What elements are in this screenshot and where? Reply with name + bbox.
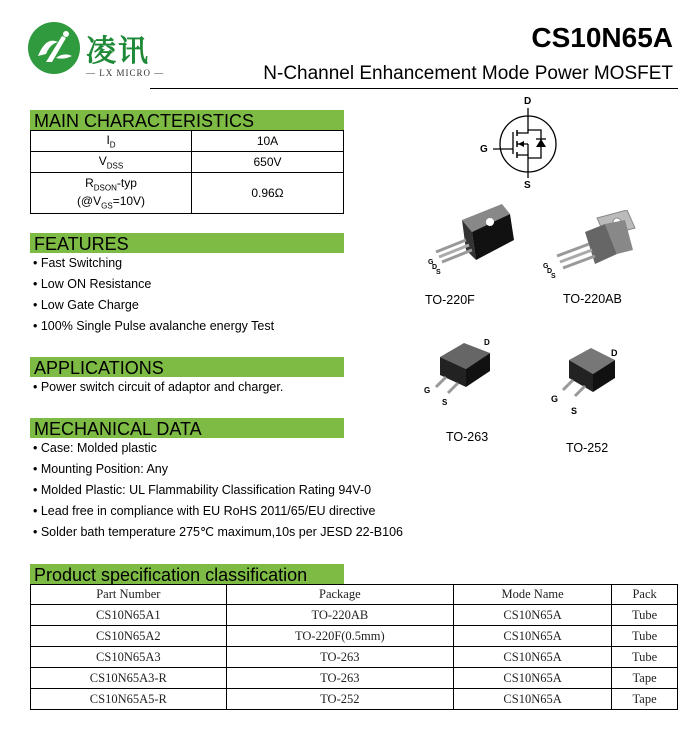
svg-text:S: S	[442, 398, 448, 407]
column-header: Mode Name	[453, 585, 611, 605]
table-cell: TO-220F(0.5mm)	[226, 626, 453, 647]
main-characteristics-table	[30, 130, 344, 214]
features-list	[33, 253, 274, 337]
drain-label: D	[524, 96, 532, 107]
applications-list	[33, 377, 283, 398]
svg-text:S: S	[571, 406, 578, 416]
to220f-package-icon	[420, 200, 520, 280]
brand-name-cn: 凌讯	[86, 34, 150, 69]
source-label: S	[524, 180, 531, 191]
svg-text:D: D	[611, 348, 618, 358]
section-header-product-spec: Product specification classification	[30, 564, 344, 584]
mechanical-list	[33, 438, 403, 543]
table-cell: CS10N65A2	[31, 626, 227, 647]
part-number-title: CS10N65A	[531, 22, 673, 53]
title-divider	[150, 88, 678, 89]
table-cell: CS10N65A3	[31, 647, 227, 668]
brand-name-en: — LX MICRO —	[86, 68, 165, 78]
table-cell: CS10N65A5-R	[31, 689, 227, 710]
svg-text:G: G	[543, 263, 549, 270]
table-cell: CS10N65A	[453, 647, 611, 668]
table-cell: CS10N65A3-R	[31, 668, 227, 689]
table-cell: TO-252	[226, 689, 453, 710]
list-item: • Case: Molded plastic	[33, 441, 157, 455]
svg-text:S: S	[436, 269, 441, 276]
mosfet-symbol-icon	[475, 92, 585, 192]
table-cell: CS10N65A	[453, 668, 611, 689]
table-row	[31, 131, 344, 152]
list-item: • Molded Plastic: UL Flammability Classification Rating 94V-0	[33, 483, 372, 497]
svg-text:D: D	[432, 264, 438, 271]
table-cell: TO-220AB	[226, 605, 453, 626]
table-cell: CS10N65A	[453, 626, 611, 647]
column-header: Package	[226, 585, 453, 605]
list-item: • Power switch circuit of adaptor and charger.	[33, 380, 284, 394]
svg-text:G: G	[428, 259, 434, 266]
table-row	[31, 647, 678, 668]
package-label-to263: TO-263	[446, 430, 489, 444]
param-cell: $I_D$	[31, 131, 192, 152]
table-cell: TO-263	[226, 647, 453, 668]
table-cell: TO-263	[226, 668, 453, 689]
table-cell: CS10N65A	[453, 605, 611, 626]
table-cell: CS10N65A	[453, 689, 611, 710]
value-cell: 0.96Ω	[192, 173, 344, 214]
list-item: • Mounting Position: Any	[33, 462, 169, 476]
company-logo	[28, 22, 80, 74]
table-cell: Tape	[612, 668, 678, 689]
list-item: • 100% Single Pulse avalanche energy Test	[33, 319, 275, 333]
table-row	[31, 152, 344, 173]
svg-text:D: D	[484, 338, 490, 347]
section-header-features: FEATURES	[30, 233, 344, 253]
to263-package-icon	[420, 335, 510, 415]
to220ab-package-icon	[535, 210, 645, 285]
list-item: • Solder bath temperature 275℃ maximum,10s per JESD 22-B106	[33, 525, 403, 539]
svg-text:G: G	[551, 394, 559, 404]
table-row	[31, 689, 678, 710]
list-item: • Lead free in compliance with EU RoHS 2011/65/EU directive	[33, 504, 376, 518]
list-item: • Low Gate Charge	[33, 298, 139, 312]
value-cell: 10A	[192, 131, 344, 152]
param-cell: $V_{DSS}$	[31, 152, 192, 173]
table-row	[31, 626, 678, 647]
param-cell: $R_{DSON}$-typ $(@V_{GS}=10V)$	[31, 173, 192, 214]
product-spec-table	[30, 584, 678, 710]
svg-text:S: S	[551, 273, 556, 280]
section-header-applications: APPLICATIONS	[30, 357, 344, 377]
table-header-row	[31, 585, 678, 605]
svg-text:G: G	[424, 386, 431, 395]
table-row	[31, 173, 344, 214]
package-label-to220f: TO-220F	[425, 293, 475, 307]
section-header-mechanical-data: MECHANICAL DATA	[30, 418, 344, 438]
table-cell: Tube	[612, 647, 678, 668]
table-row	[31, 668, 678, 689]
package-label-to220ab: TO-220AB	[563, 292, 622, 306]
svg-text:D: D	[547, 268, 553, 275]
table-cell: Tube	[612, 605, 678, 626]
gate-label: G	[480, 144, 488, 155]
list-item: • Fast Switching	[33, 256, 123, 270]
to252-package-icon	[545, 340, 635, 420]
value-cell: 650V	[192, 152, 344, 173]
table-cell: Tape	[612, 689, 678, 710]
package-label-to252: TO-252	[566, 441, 609, 455]
document-subtitle: N-Channel Enhancement Mode Power MOSFET	[263, 63, 673, 84]
column-header: Pack	[612, 585, 678, 605]
table-row	[31, 605, 678, 626]
table-cell: Tube	[612, 626, 678, 647]
column-header: Part Number	[31, 585, 227, 605]
table-cell: CS10N65A1	[31, 605, 227, 626]
list-item: • Low ON Resistance	[33, 277, 152, 291]
section-header-main-characteristics: MAIN CHARACTERISTICS	[30, 110, 344, 130]
